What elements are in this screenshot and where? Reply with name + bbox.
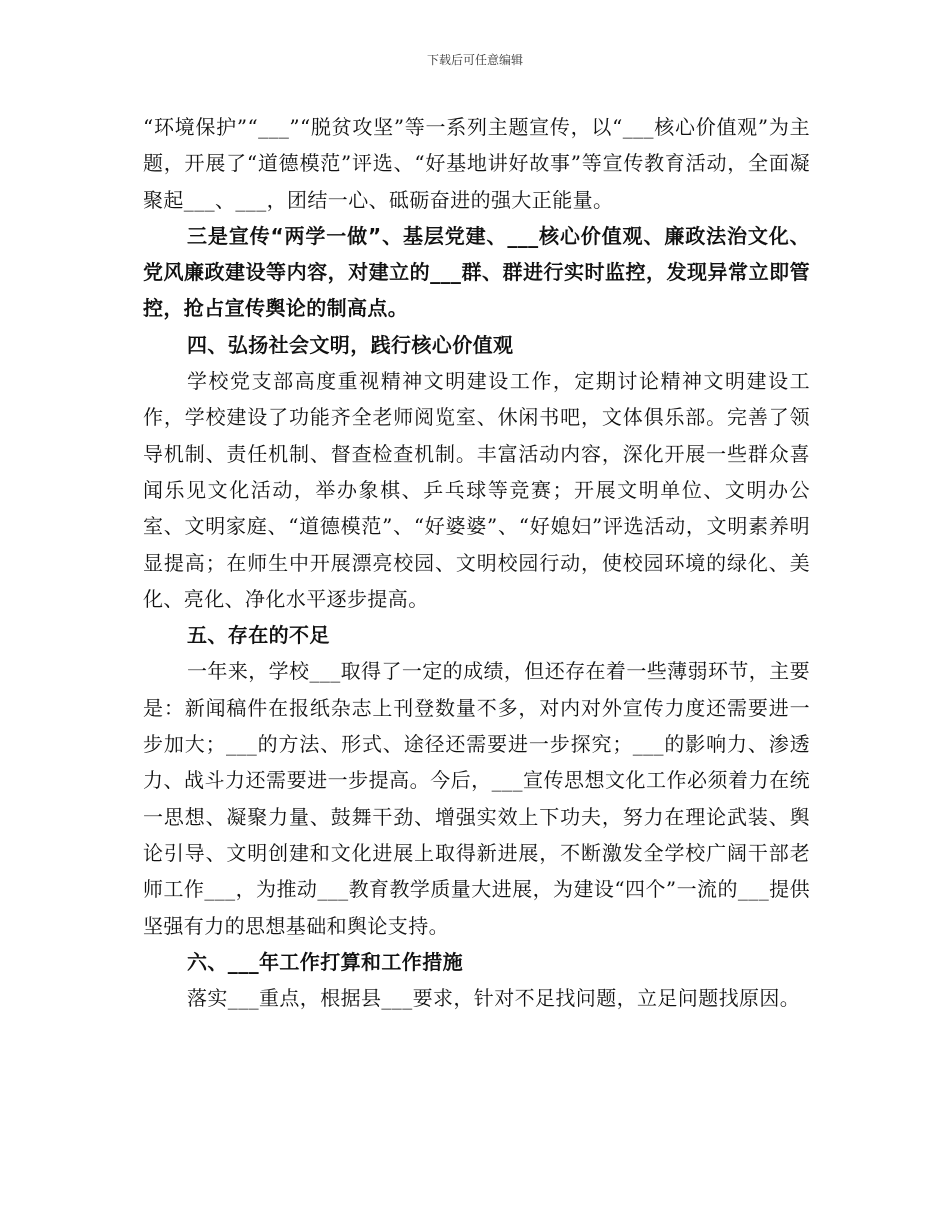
section-heading-5: 五、存在的不足 bbox=[187, 623, 330, 648]
paragraph-measures: 落实___重点，根据县___要求，针对不足找问题，立足问题找原因。 bbox=[187, 986, 801, 1011]
paragraph-shortcomings: 一年来，学校___取得了一定的成绩，但还存在着一些薄弱环节，主要是：新闻稿件在报纸杂志上刊登数量不多，对内对外宣传力度还需要进一步加大；___的方法、形式、途径还需要进一步探究；___的影响力、渗透力、战斗力还需要进一步提高。今后，___宣传思想文化工作必须着力在统一思想、凝聚力量、鼓舞干劲、增强实效上下功夫，努力在理论武装、舆论引导、文明创建和文化进展上取得新进展，不断激发全学校广阔干部老师工作___，为推动___教育教学质量大进展，为建设“四个”一流的___提供坚强有力的思想基础和舆论支持。 bbox=[143, 659, 810, 938]
paragraph-themes-propaganda: “环境保护”“___”“脱贫攻坚”等一系列主题宣传，以“___核心价值观”为主题，开展了“道德模范”评选、“好基地讲好故事”等宣传教育活动，全面凝聚起___、___，团结一心、砥砺奋进的强大正能量。 bbox=[143, 115, 810, 212]
section-heading-4: 四、弘扬社会文明，践行核心价值观 bbox=[187, 332, 514, 357]
page-header-note: 下载后可任意编辑 bbox=[426, 53, 523, 67]
paragraph-third-propaganda-bold: 三是宣传“两学一做”、基层党建、___核心价值观、廉政法治文化、党风廉政建设等内容，对建立的___群、群进行实时监控，发现异常立即管控，抢占宣传舆论的制高点。 bbox=[143, 223, 810, 321]
section-heading-6: 六、___年工作打算和工作措施 bbox=[187, 949, 463, 974]
document-body bbox=[143, 109, 810, 1016]
paragraph-civilization: 学校党支部高度重视精神文明建设工作，定期讨论精神文明建设工作，学校建设了功能齐全老师阅览室、休闲书吧，文体俱乐部。完善了领导机制、责任机制、督查检查机制。丰富活动内容，深化开展一些群众喜闻乐见文化活动，举办象棋、乒乓球等竞赛；开展文明单位、文明办公室、文明家庭、“道德模范”、“好婆婆”、“好媳妇”评选活动，文明素养明显提高；在师生中开展漂亮校园、文明校园行动，使校园环境的绿化、美化、亮化、净化水平逐步提高。 bbox=[143, 369, 810, 611]
